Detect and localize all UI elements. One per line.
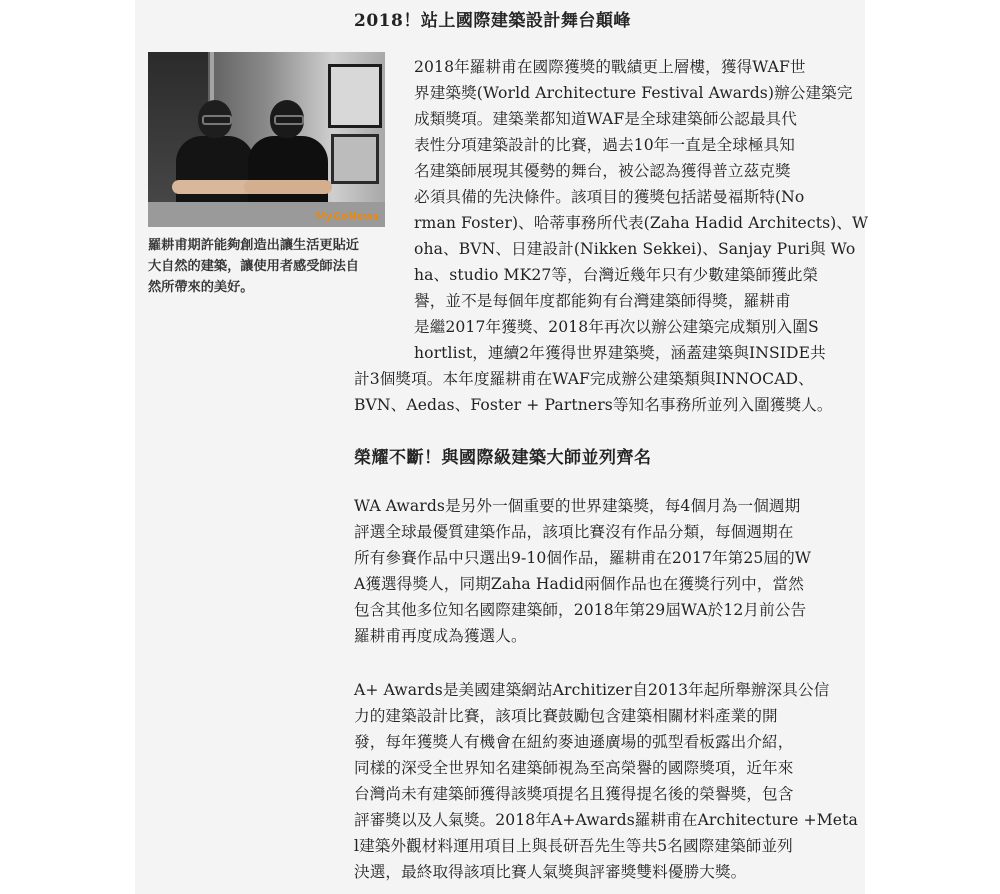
wall-frame [328,64,382,128]
text-line: 包含其他多位知名國際建築師，2018年第29屆WA於12月前公告 [354,601,807,619]
text-line: 所有參賽作品中只選出9-10個作品，羅耕甫在2017年第25屆的W [354,549,811,567]
text-line: BVN、Aedas、Foster + Partners等知名事務所並列入圍獲獎人。 [354,396,833,414]
text-line: rman Foster)、哈蒂事務所代表(Zaha Hadid Architects)、W [414,214,869,232]
text-line: A+ Awards是美國建築網站Architizer自2013年起所舉辦深具公信 [354,681,830,699]
text-line: 羅耕甫再度成為獲選人。 [354,627,527,645]
text-line: 譽，並不是每個年度都能夠有台灣建築師得獎，羅耕甫 [414,292,791,310]
text-line: 評審獎以及人氣獎。2018年A+Awards羅耕甫在Architecture +Meta [354,811,858,829]
caption-line: 大自然的建築，讓使用者感受師法自 [148,259,359,274]
text-line: 同樣的深受全世界知名建築師視為至高榮譽的國際獎項，近年來 [354,759,794,777]
text-line: 名建築師展現其優勢的舞台，被公認為獲得普立茲克獎 [414,162,791,180]
text-line: 2018年羅耕甫在國際獲獎的戰績更上層樓，獲得WAF世 [414,58,806,76]
text-line: 評選全球最優質建築作品，該項比賽沒有作品分類，每個週期在 [354,523,794,541]
text-line: 表性分項建築設計的比賽，過去10年一直是全球極具知 [414,136,795,154]
section-heading-2018: 2018！站上國際建築設計舞台顛峰 [354,11,631,31]
architect-photo [148,52,385,227]
text-line: 力的建築設計比賽，該項比賽鼓勵包含建築相關材料產業的開 [354,707,778,725]
text-line: oha、BVN、日建設計(Nikken Sekkei)、Sanjay Puri與 Wo [414,240,856,258]
watermark-logo: MyGoNews [315,211,379,222]
text-line: 決選，最終取得該項比賽人氣獎與評審獎雙料優勝大獎。 [354,863,747,881]
caption-line: 羅耕甫期許能夠創造出讓生活更貼近 [148,238,359,253]
text-line: hortlist，連續2年獲得世界建築獎，涵蓋建築與INSIDE共 [414,344,826,362]
text-line: 成類獎項。建築業都知道WAF是全球建築師公認最具代 [414,110,797,128]
text-line: WA Awards是另外一個重要的世界建築獎，每4個月為一個週期 [354,497,801,515]
text-line: l建築外觀材料運用項目上與長研吾先生等共5名國際建築師並列 [354,837,793,855]
text-line: A獲選得獎人，同期Zaha Hadid兩個作品也在獲獎行列中，當然 [354,575,804,593]
wall-frame [331,134,379,184]
text-line: 計3個獎項。本年度羅耕甫在WAF完成辦公建築類與INNOCAD、 [354,370,814,388]
text-line: 必須具備的先決條件。該項目的獲獎包括諾曼福斯特(No [414,188,805,206]
section-heading-honors: 榮耀不斷！與國際級建築大師並列齊名 [354,448,652,468]
text-line: ha、studio MK27等，台灣近幾年只有少數建築師獲此榮 [414,266,819,284]
caption-line: 然所帶來的美好。 [148,280,254,295]
text-line: 發，每年獲獎人有機會在紐約麥迪遜廣場的弧型看板露出介紹， [354,733,794,751]
text-line: 台灣尚未有建築師獲得該獎項提名且獲得提名後的榮譽獎，包含 [354,785,794,803]
text-line: 界建築獎(World Architecture Festival Awards)辦公建築完 [414,84,853,102]
photo-caption [148,235,388,298]
text-line: 是繼2017年獲獎、2018年再次以辦公建築完成類別入圍S [414,318,819,336]
